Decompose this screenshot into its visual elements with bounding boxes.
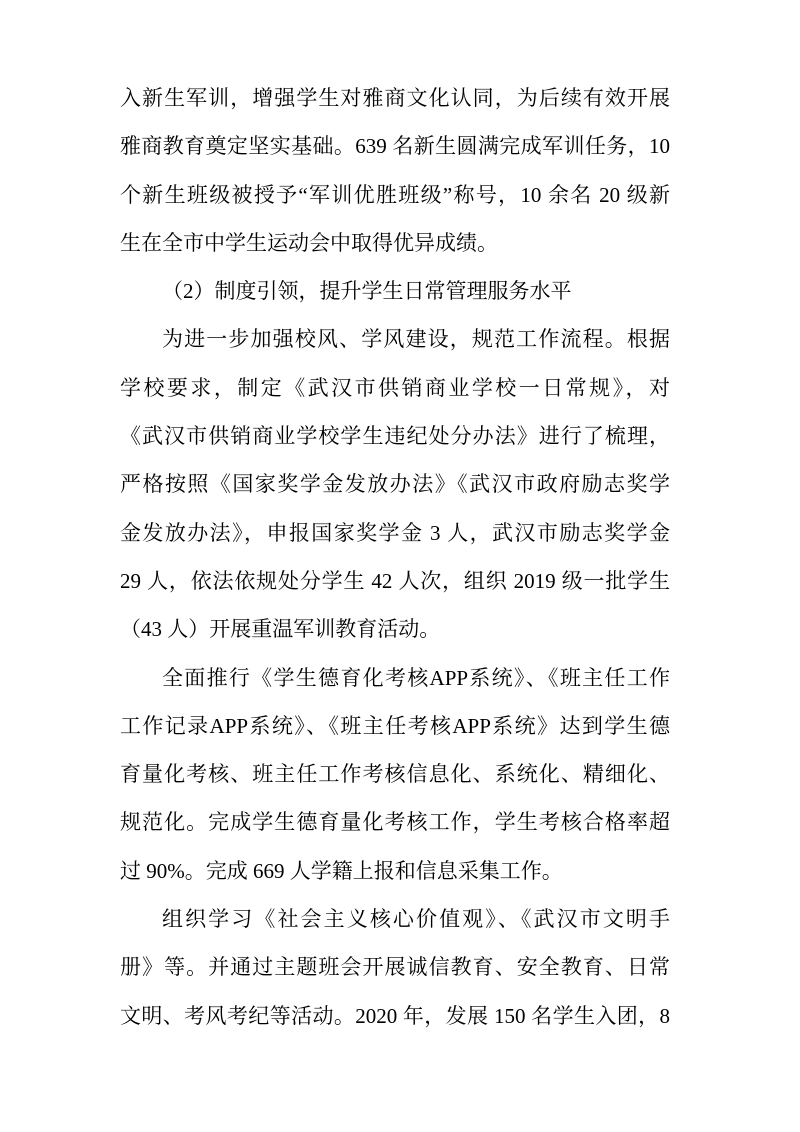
text-line: 《武汉市供销商业学校学生违纪处分办法》进行了梳理， [120, 424, 670, 449]
text-line: 规范化。完成学生德育量化考核工作，学生考核合格率超 [120, 810, 670, 835]
text-line: 入新生军训，增强学生对雅商文化认同，为后续有效开展 [120, 86, 670, 110]
text-line: 29 人，依法依规处分学生 42 人次，组织 2019 级一批学生 [120, 568, 670, 593]
text-line: 生在全市中学生运动会中取得优异成绩。 [120, 230, 498, 255]
text-line: 严格按照《国家奖学金发放办法》《武汉市政府励志奖学 [120, 472, 670, 497]
text-line: 学校要求，制定《武汉市供销商业学校一日常规》，对 [120, 375, 670, 400]
text-line: 育量化考核、班主任工作考核信息化、系统化、精细化、 [120, 762, 670, 787]
text-line: 组织学习《社会主义核心价值观》、《武汉市文明手 [162, 907, 670, 932]
text-line: 为进一步加强校风、学风建设，规范工作流程。根据 [162, 327, 670, 352]
text-line: 工作记录APP系统》、《班主任考核APP系统》达到学生德 [120, 713, 670, 738]
text-line: 文明、考风考纪等活动。2020 年，发展 150 名学生入团，8 [120, 1003, 670, 1028]
text-line: 册》等。并通过主题班会开展诚信教育、安全教育、日常 [120, 955, 670, 980]
text-line: 个新生班级被授予“军训优胜班级”称号，10 余名 20 级新 [120, 182, 670, 207]
text-line: 全面推行《学生德育化考核APP系统》、《班主任工作 [162, 665, 670, 690]
text-line: 过 90%。完成 669 人学籍上报和信息采集工作。 [120, 858, 563, 883]
section-heading: （2）制度引领，提升学生日常管理服务水平 [162, 279, 572, 304]
text-line: 雅商教育奠定坚实基础。639 名新生圆满完成军训任务，10 [120, 134, 670, 159]
document-body [120, 74, 670, 1040]
text-line: 金发放办法》，申报国家奖学金 3 人，武汉市励志奖学金 [120, 520, 670, 545]
text-line: （43 人）开展重温军训教育活动。 [120, 617, 441, 642]
